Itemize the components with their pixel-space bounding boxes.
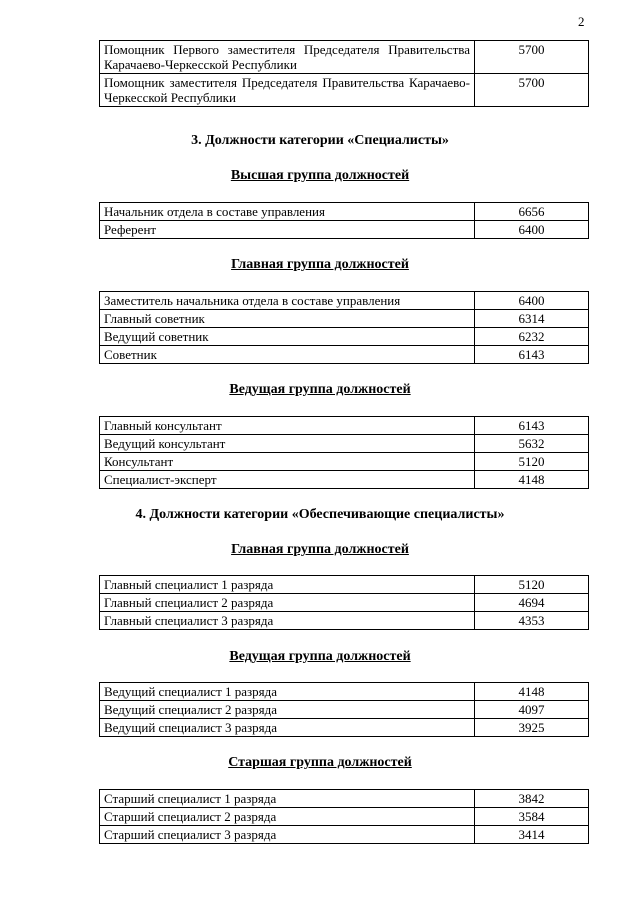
- position-name: Начальник отдела в составе управления: [100, 203, 475, 221]
- table-row: [100, 41, 589, 74]
- group-heading-text: Старшая группа должностей: [228, 755, 412, 770]
- salary-value: 3584: [475, 808, 589, 826]
- table-row: [100, 612, 589, 630]
- position-name: Ведущий советник: [100, 328, 475, 346]
- salary-value: 4148: [475, 471, 589, 489]
- group-heading-text: Высшая группа должностей: [230, 168, 410, 183]
- page-number: 2: [578, 14, 585, 29]
- position-name: Ведущий специалист 2 разряда: [100, 701, 475, 719]
- salary-value: 5700: [475, 74, 589, 107]
- position-name: Главный консультант: [100, 417, 475, 435]
- section-3-title: 3. Должности категории «Специалисты»: [191, 133, 449, 148]
- table-row: [100, 417, 589, 435]
- group-heading-text: Ведущая группа должностей: [229, 649, 411, 664]
- table-row: [100, 683, 589, 701]
- position-name: Главный советник: [100, 310, 475, 328]
- salary-value: 6232: [475, 328, 589, 346]
- salary-value: 6143: [475, 346, 589, 364]
- table-row: [100, 576, 589, 594]
- table-row: [100, 310, 589, 328]
- table-row: [100, 594, 589, 612]
- group-heading-text: Главная группа должностей: [231, 257, 409, 272]
- salary-value: 3414: [475, 826, 589, 844]
- section-3-leading-group-heading: [0, 382, 640, 398]
- table-row: [100, 701, 589, 719]
- position-name: Советник: [100, 346, 475, 364]
- salary-value: 6400: [475, 292, 589, 310]
- group-heading-text: Главная группа должностей: [231, 542, 409, 557]
- table-row: [100, 292, 589, 310]
- table-row: [100, 346, 589, 364]
- salary-value: 3842: [475, 790, 589, 808]
- salary-value: 6314: [475, 310, 589, 328]
- salary-value: 6400: [475, 221, 589, 239]
- salary-value: 4148: [475, 683, 589, 701]
- position-name: Ведущий специалист 1 разряда: [100, 683, 475, 701]
- table-row: [100, 328, 589, 346]
- position-name: Помощник заместителя Председателя Правительства Карачаево-Черкесской Республики: [100, 74, 475, 107]
- table-row: [100, 790, 589, 808]
- section-4-leading-group-heading: [0, 649, 640, 665]
- table-row: [100, 203, 589, 221]
- table-row: [100, 719, 589, 737]
- salary-value: 5120: [475, 576, 589, 594]
- position-name: Консультант: [100, 453, 475, 471]
- salary-value: 5120: [475, 453, 589, 471]
- position-name: Главный специалист 3 разряда: [100, 612, 475, 630]
- salary-value: 6143: [475, 417, 589, 435]
- position-name: Ведущий консультант: [100, 435, 475, 453]
- section-4-senior-group-heading: [0, 755, 640, 771]
- position-name: Старший специалист 3 разряда: [100, 826, 475, 844]
- position-name: Заместитель начальника отдела в составе управления: [100, 292, 475, 310]
- section-4-main-group-heading: [0, 542, 640, 558]
- salary-value: 4694: [475, 594, 589, 612]
- position-name: Помощник Первого заместителя Председателя Правительства Карачаево-Черкесской Республики: [100, 41, 475, 74]
- salary-value: 4097: [475, 701, 589, 719]
- table-row: [100, 471, 589, 489]
- table-row: [100, 435, 589, 453]
- position-name: Ведущий специалист 3 разряда: [100, 719, 475, 737]
- section-3-leading-table: [99, 416, 589, 489]
- section-4-leading-table: [99, 682, 589, 737]
- section-3-highest-group-heading: [0, 168, 640, 184]
- section-4-senior-table: [99, 789, 589, 844]
- table-row: [100, 221, 589, 239]
- table-row: [100, 453, 589, 471]
- section-4-title: 4. Должности категории «Обеспечивающие специалисты»: [135, 507, 505, 522]
- section-3-main-group-heading: [0, 257, 640, 273]
- table-row: [100, 826, 589, 844]
- section-3-main-table: [99, 291, 589, 364]
- position-name: Референт: [100, 221, 475, 239]
- position-name: Главный специалист 2 разряда: [100, 594, 475, 612]
- position-name: Старший специалист 2 разряда: [100, 808, 475, 826]
- position-name: Главный специалист 1 разряда: [100, 576, 475, 594]
- section-3-highest-table: [99, 202, 589, 239]
- group-heading-text: Ведущая группа должностей: [229, 382, 411, 397]
- assistants-table: [99, 40, 589, 107]
- table-row: [100, 74, 589, 107]
- position-name: Старший специалист 1 разряда: [100, 790, 475, 808]
- position-name: Специалист-эксперт: [100, 471, 475, 489]
- salary-value: 5632: [475, 435, 589, 453]
- salary-value: 6656: [475, 203, 589, 221]
- salary-value: 4353: [475, 612, 589, 630]
- salary-value: 5700: [475, 41, 589, 74]
- section-4-main-table: [99, 575, 589, 630]
- table-row: [100, 808, 589, 826]
- salary-value: 3925: [475, 719, 589, 737]
